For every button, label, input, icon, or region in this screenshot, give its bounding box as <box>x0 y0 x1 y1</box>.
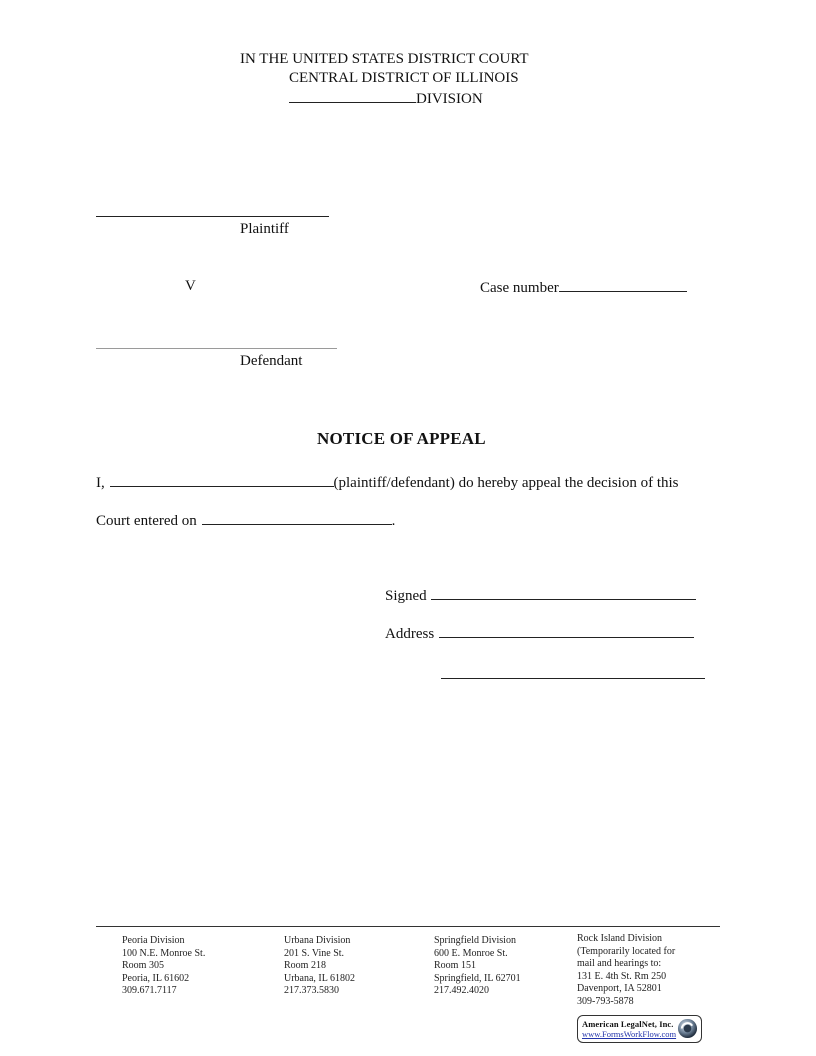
defendant-name-blank[interactable] <box>96 348 337 349</box>
division-note-cont: mail and hearings to: <box>577 958 662 970</box>
division-phone: 309-793-5878 <box>577 995 634 1007</box>
division-name: Springfield Division <box>434 935 516 946</box>
court-header-line1: IN THE UNITED STATES DISTRICT COURT <box>240 51 529 67</box>
address-label: Address <box>385 626 435 642</box>
decision-date-blank[interactable] <box>202 510 392 525</box>
signed-label: Signed <box>385 588 427 604</box>
entered-on-label: Court entered on <box>96 513 197 529</box>
division-phone: 217.373.5830 <box>284 985 339 997</box>
footer-springfield-division <box>434 935 521 998</box>
division-name: Urbana Division <box>284 935 351 946</box>
plaintiff-name-blank[interactable] <box>96 216 329 217</box>
logo-company: American LegalNet, Inc. <box>582 1019 674 1029</box>
division-city: Davenport, IA 52801 <box>577 983 662 995</box>
signature-blank[interactable] <box>431 585 696 600</box>
plaintiff-label: Plaintiff <box>240 221 289 237</box>
division-address: 131 E. 4th St. Rm 250 <box>577 970 667 982</box>
american-legalnet-logo[interactable] <box>577 1015 702 1043</box>
versus-label: V <box>185 278 196 294</box>
footer-divider <box>96 926 720 927</box>
division-room: Room 151 <box>434 960 476 972</box>
division-label: DIVISION <box>416 91 483 107</box>
division-note: (Temporarily located for <box>577 945 676 957</box>
period: . <box>391 513 396 529</box>
appellant-name-blank[interactable] <box>110 472 334 487</box>
division-name: Rock Island Division <box>577 933 662 944</box>
defendant-label: Defendant <box>240 353 303 369</box>
address-blank-1[interactable] <box>439 623 694 638</box>
division-line <box>289 88 483 108</box>
address-blank-2[interactable] <box>441 678 705 679</box>
footer-peoria-division <box>122 935 205 998</box>
case-number-blank[interactable] <box>559 277 687 292</box>
footer-rock-island-division <box>577 933 675 1009</box>
division-blank[interactable] <box>289 88 416 103</box>
appeal-text: (plaintiff/defendant) do hereby appeal the decision of this <box>333 475 679 491</box>
division-city: Peoria, IL 61602 <box>122 972 190 984</box>
document-title: NOTICE OF APPEAL <box>317 429 486 448</box>
logo-url-link[interactable]: www.FormsWorkFlow.com <box>582 1029 677 1039</box>
appeal-statement-line1 <box>96 472 679 492</box>
appeal-statement-line2 <box>96 510 395 530</box>
footer-urbana-division <box>284 935 355 998</box>
case-number-line <box>480 277 687 297</box>
division-city: Springfield, IL 62701 <box>434 972 521 984</box>
address-line <box>385 623 694 643</box>
division-phone: 309.671.7117 <box>122 985 177 997</box>
case-number-label: Case number <box>480 280 559 296</box>
division-address: 100 N.E. Monroe St. <box>122 947 206 959</box>
appeal-prefix: I, <box>96 475 105 491</box>
globe-icon <box>677 1018 698 1039</box>
division-city: Urbana, IL 61802 <box>284 972 355 984</box>
signed-line <box>385 585 696 605</box>
division-room: Room 218 <box>284 960 326 972</box>
division-phone: 217.492.4020 <box>434 985 489 997</box>
court-header-line2: CENTRAL DISTRICT OF ILLINOIS <box>289 70 519 86</box>
division-address: 201 S. Vine St. <box>284 947 345 959</box>
division-name: Peoria Division <box>122 935 185 946</box>
division-address: 600 E. Monroe St. <box>434 947 508 959</box>
division-room: Room 305 <box>122 960 164 972</box>
